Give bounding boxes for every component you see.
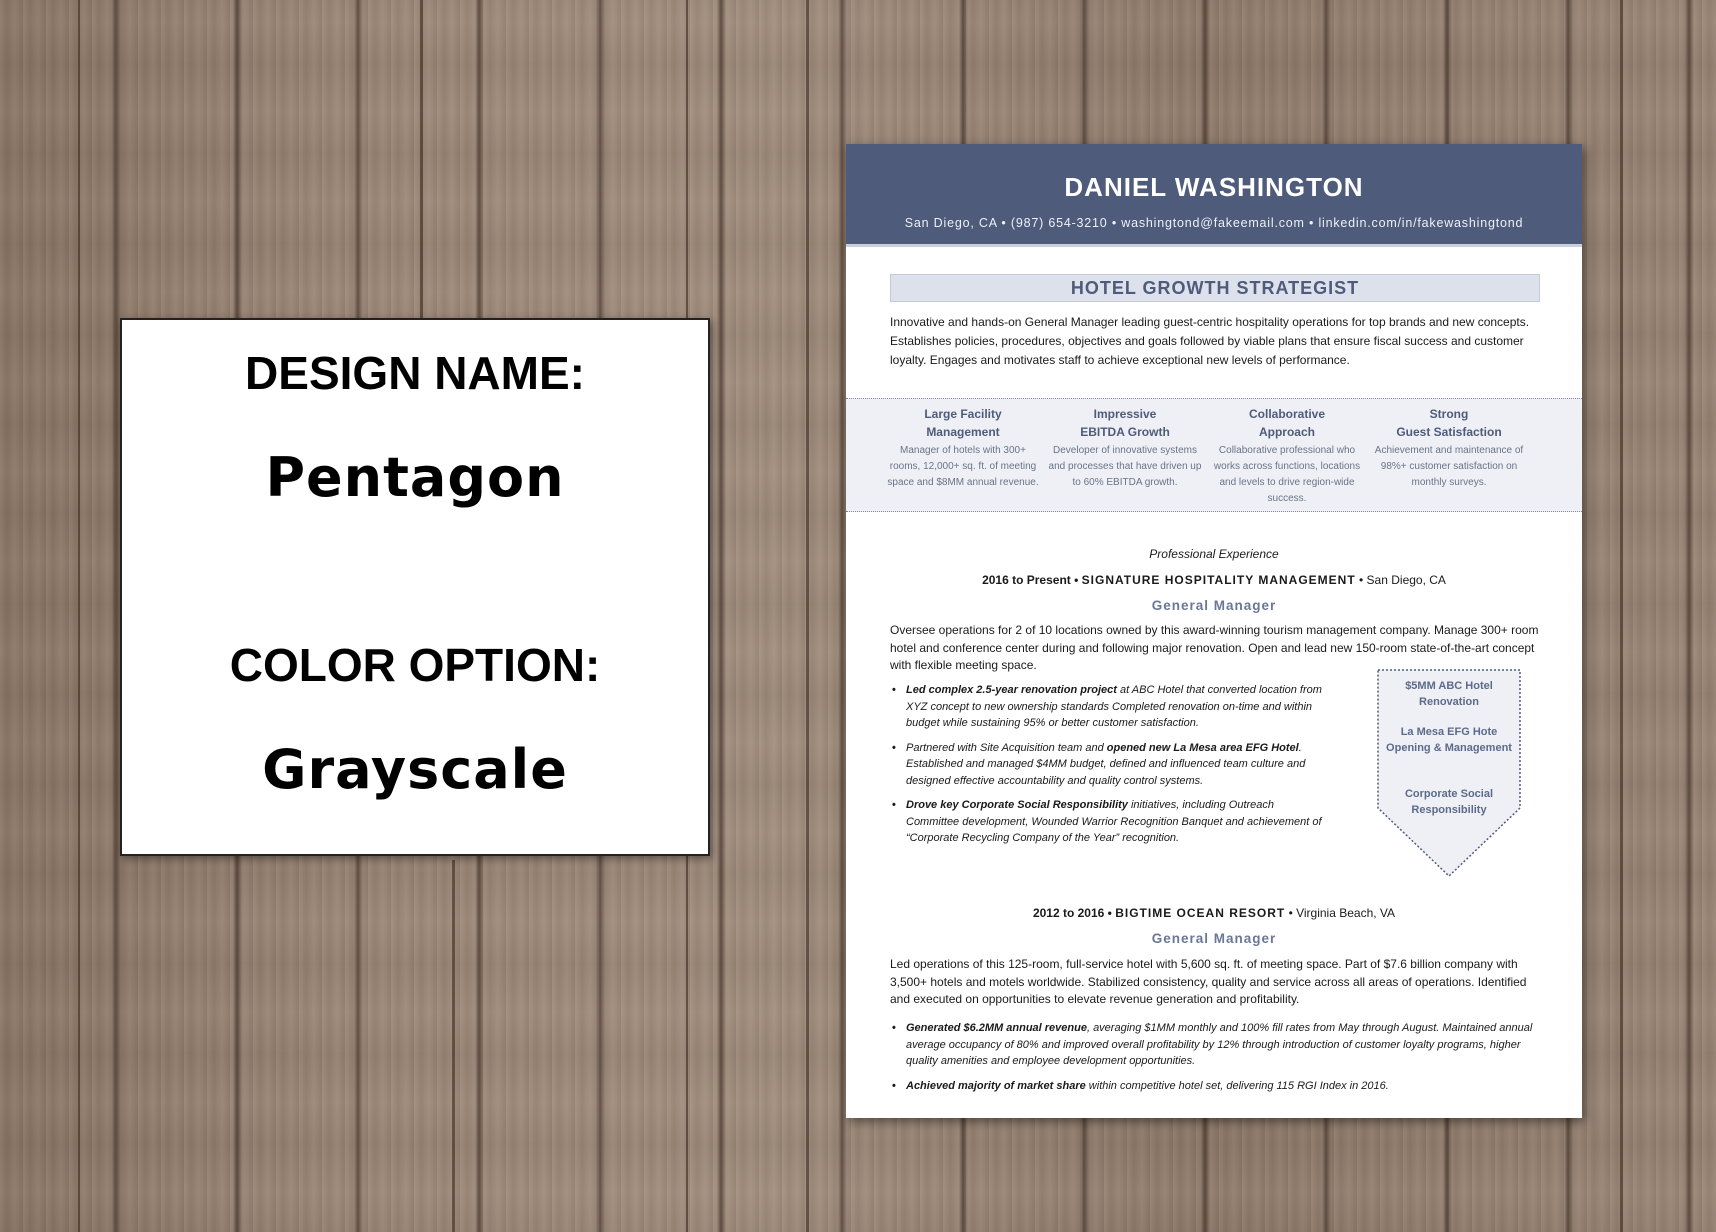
achievement-list xyxy=(890,682,1330,855)
achievement-item: • Partnered with Site Acquisition team and opened new La Mesa area EFG Hotel. Established and managed $4MM budget, defined and influenced team culture and designed effective accountability and quality control systems. xyxy=(890,740,1330,790)
design-label-card xyxy=(120,318,710,856)
achievement-list xyxy=(890,1020,1540,1102)
skill-title: Collaborative Approach xyxy=(1248,407,1326,439)
resume-header xyxy=(846,144,1582,247)
skill-description: Achievement and maintenance of 98%+ customer satisfaction on monthly surveys. xyxy=(1374,445,1524,488)
contact-line: San Diego, CA • (987) 654-3210 • washingtond@fakeemail.com • linkedin.com/in/fakewashingtond xyxy=(904,216,1524,230)
wood-grain xyxy=(78,0,80,1232)
job-role: General Manager xyxy=(1151,931,1277,946)
resume-sheet xyxy=(846,144,1582,1118)
skill-item xyxy=(1370,405,1528,491)
highlight-item: La Mesa EFG Hote Opening & Management xyxy=(1386,726,1512,754)
job-header: 2016 to Present • SIGNATURE HOSPITALITY MANAGEMENT • San Diego, CA xyxy=(982,573,1446,587)
section-title-experience: Professional Experience xyxy=(1149,547,1279,561)
skill-title: Impressive EBITDA Growth xyxy=(1080,407,1170,439)
skill-description: Manager of hotels with 300+ rooms, 12,000+ sq. ft. of meeting space and $8MM annual revenue. xyxy=(887,445,1039,488)
wood-grain xyxy=(806,0,809,1232)
skill-description: Collaborative professional who works across functions, locations and levels to drive region-wide success. xyxy=(1213,445,1361,504)
achievement-item: • Led complex 2.5-year renovation project at ABC Hotel that converted location from XYZ concept to new ownership standards Completed renovation on-time and within budget while sustaining 95% or better customer satisfaction. xyxy=(890,682,1330,732)
achievement-item: • Drove key Corporate Social Responsibility initiatives, including Outreach Committee development, Wounded Warrior Recognition Banquet and achievement of “Corporate Recycling Company of the Year” recognition. xyxy=(890,797,1330,847)
color-option-heading: COLOR OPTION: xyxy=(229,639,601,691)
color-option-value: Grayscale xyxy=(262,738,568,801)
skill-item xyxy=(884,405,1042,491)
skill-item xyxy=(1046,405,1204,491)
skill-title: Large Facility Management xyxy=(924,407,1002,439)
skills-band xyxy=(846,398,1582,512)
skill-description: Developer of innovative systems and processes that have driven up to 60% EBITDA growth. xyxy=(1048,445,1202,488)
achievement-item: • Achieved majority of market share within competitive hotel set, delivering 115 RGI Index in 2016. xyxy=(890,1078,1540,1095)
achievement-item: • Generated $6.2MM annual revenue, averaging $1MM monthly and 100% fill rates from May through August. Maintained annual average occupancy of 80% and improved overall profitability by 12% through introduction of customer loyalty programs, higher quality amenities and employee development opportunities. xyxy=(890,1020,1540,1070)
skill-title: Strong Guest Satisfaction xyxy=(1396,407,1502,439)
job-header: 2012 to 2016 • BIGTIME OCEAN RESORT • Virginia Beach, VA xyxy=(1032,906,1396,920)
skill-item xyxy=(1208,405,1366,507)
highlight-item: $5MM ABC Hotel Renovation xyxy=(1405,680,1493,708)
wood-grain xyxy=(452,860,455,1232)
candidate-name: DANIEL WASHINGTON xyxy=(1064,172,1364,202)
job-description: Oversee operations for 2 of 10 locations owned by this award-winning tourism management company. Manage 300+ room hotel and conference center during and following major renovation. Open and lead new 150-room state-of-the-art concept with flexible meeting space. xyxy=(890,623,1539,672)
job-role: General Manager xyxy=(1151,598,1277,613)
highlight-item: Corporate Social Responsibility xyxy=(1404,788,1494,816)
design-name-heading: DESIGN NAME: xyxy=(245,347,585,399)
job-description: Led operations of this 125-room, full-service hotel with 5,600 sq. ft. of meeting space. Part of $7.6 billion company with 3,500+ hotels and motels worldwide. Stabilized consistency, quality and service across all areas of operations. Identified and executed on opportunities to elevate revenue generation and profitability. xyxy=(890,957,1527,1006)
wood-grain xyxy=(420,0,423,330)
resume-title: HOTEL GROWTH STRATEGIST xyxy=(890,274,1540,302)
design-name-value: Pentagon xyxy=(265,446,565,509)
wood-grain xyxy=(1620,0,1623,1232)
summary-paragraph: Innovative and hands-on General Manager leading guest-centric hospitality operations for top brands and new concepts. Establishes policies, procedures, objectives and goals followed by viable plans that ensure fiscal success and customer loyalty. Engages and motivates staff to achieve exceptional new levels of performance. xyxy=(890,315,1530,367)
